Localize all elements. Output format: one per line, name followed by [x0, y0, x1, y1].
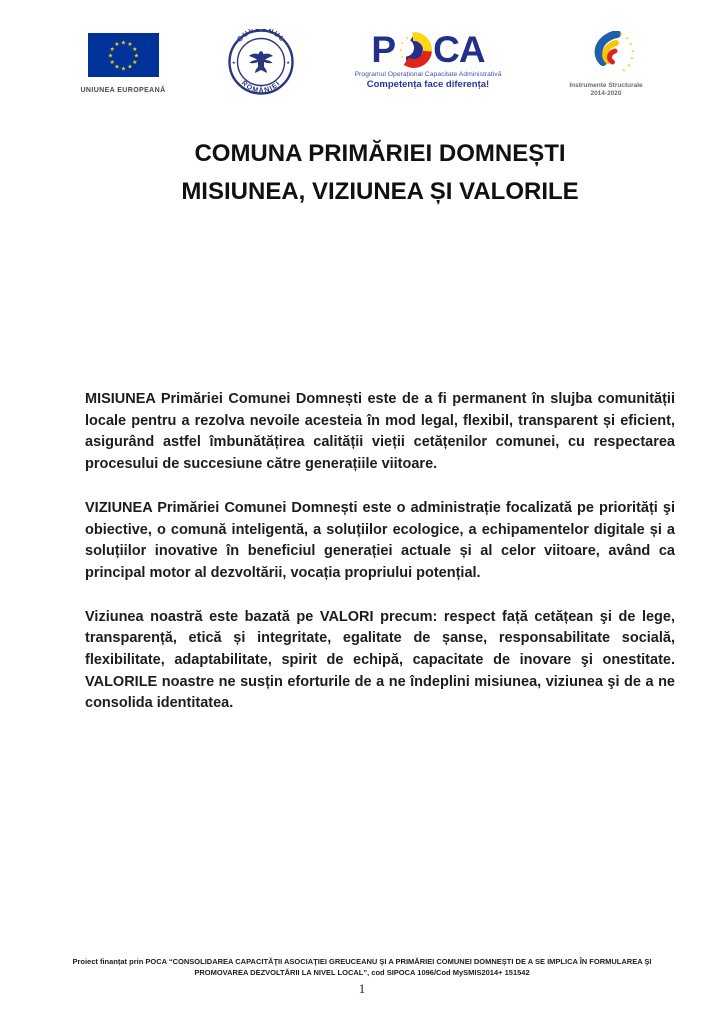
paragraph-misiunea: MISIUNEA Primăriei Comunei Domnești este de a fi permanent în slujba comunității locale pentru a rezolva nevoile acesteia în mod legal, flexibil, transparent și eficient, asigurând astfel îmbunătățirea calității vieții cetățenilor comunei, cu respectarea procesului de succesiune către generațiile viitoare. [85, 391, 675, 473]
eu-flag-icon [88, 33, 159, 77]
svg-text:★: ★ [109, 46, 115, 53]
svg-text:✦: ✦ [630, 49, 635, 55]
svg-text:✦: ✦ [628, 42, 634, 48]
svg-text:★: ★ [126, 42, 133, 48]
government-seal-logo [228, 29, 294, 95]
eu-flag-caption: UNIUNEA EUROPEANĂ [80, 87, 166, 94]
page-number: 1 [358, 981, 366, 996]
svg-text:★: ★ [231, 59, 236, 65]
poca-o-swirl-icon [396, 32, 432, 68]
is-stars-arc [619, 32, 635, 74]
svg-text:★: ★ [113, 64, 120, 71]
footer-project-text: Proiect finanțat prin POCA “CONSOLIDAREA CAPACITĂŢII ASOCIAŢIEI GREUCEANU ŞI A PRIMĂRIEI COMUNEI DOMNEŞTI DE A SE IMPLICA ÎN FORMULAREA ŞI PROMOVAREA DEZVOLTĂRII LA NIVEL LOCAL”, cod SIPOCA 1096/Cod MySMIS2014+ 151542 [72, 957, 652, 977]
svg-text:✦: ✦ [626, 63, 632, 69]
is-ribbon-red [609, 51, 615, 62]
svg-text:★: ★ [120, 66, 126, 73]
paragraph-valori: Viziunea noastră este bazată pe VALORI precum: respect față cetățean şi de lege, transparență, etică și integritate, egalitate de șanse, responsabilitate socială, flexibilitate, adaptabilitate, spirit de echipă, capacitate de inovare şi onestitate. VALORILE noastre ne susțin eforturile de a ne îndeplini misiunea, viziunea şi de a ne consolida identitatea. [85, 608, 675, 712]
is-caption-line1: Instrumente Structurale [569, 82, 643, 89]
svg-text:★: ★ [120, 40, 126, 47]
seal-text-top: GUVERNUL [236, 29, 286, 44]
poca-subtitle: Programul Operațional Capacitate Administrativă [354, 71, 502, 78]
paragraph-viziunea: VIZIUNEA Primăriei Comunei Domnești este o administrație focalizată pe priorități şi obiective, o comună inteligentă, a soluțiilor ecologice, a echipamentelor digitale și a soluțiilor inovative în beneficiul generației actuale și al celor viitoare, având ca principal motor al dezvoltării, vocația propriului potențial. [85, 499, 675, 581]
is-caption-line2: 2014-2020 [590, 90, 622, 97]
poca-letters-ca: CA [433, 29, 485, 70]
svg-text:★: ★ [107, 53, 113, 60]
svg-text:★: ★ [109, 59, 115, 66]
svg-text:★: ★ [286, 59, 291, 65]
government-seal-icon [228, 29, 294, 95]
document-title-line1: COMUNA PRIMĂRIEI DOMNEȘTI [194, 140, 566, 167]
svg-text:✦: ✦ [618, 32, 624, 38]
poca-logo [353, 31, 503, 90]
poca-tagline: Competența face diferența! [366, 79, 490, 90]
document-title [85, 135, 675, 211]
svg-text:★: ★ [131, 46, 137, 53]
document-title-line2: MISIUNEA, VIZIUNEA ȘI VALORILE [181, 178, 579, 205]
poca-wordmark [353, 31, 503, 69]
page-footer [52, 956, 672, 997]
seal-text-bottom: ROMÂNIEI [239, 79, 283, 95]
svg-text:★: ★ [113, 42, 120, 48]
svg-text:★: ★ [131, 59, 137, 66]
document-body [85, 389, 675, 737]
poca-letter-p: P [371, 29, 396, 70]
svg-text:✦: ✦ [621, 68, 627, 74]
instrumente-structurale-icon [577, 31, 635, 75]
eu-flag-logo [77, 33, 169, 94]
svg-text:✦: ✦ [629, 56, 635, 62]
svg-text:★: ★ [126, 64, 133, 71]
svg-text:★: ★ [133, 53, 139, 60]
poca-swirl-stars [400, 37, 409, 57]
instrumente-structurale-logo [563, 31, 649, 98]
svg-text:✦: ✦ [624, 36, 630, 42]
seal-eagle [249, 51, 273, 73]
